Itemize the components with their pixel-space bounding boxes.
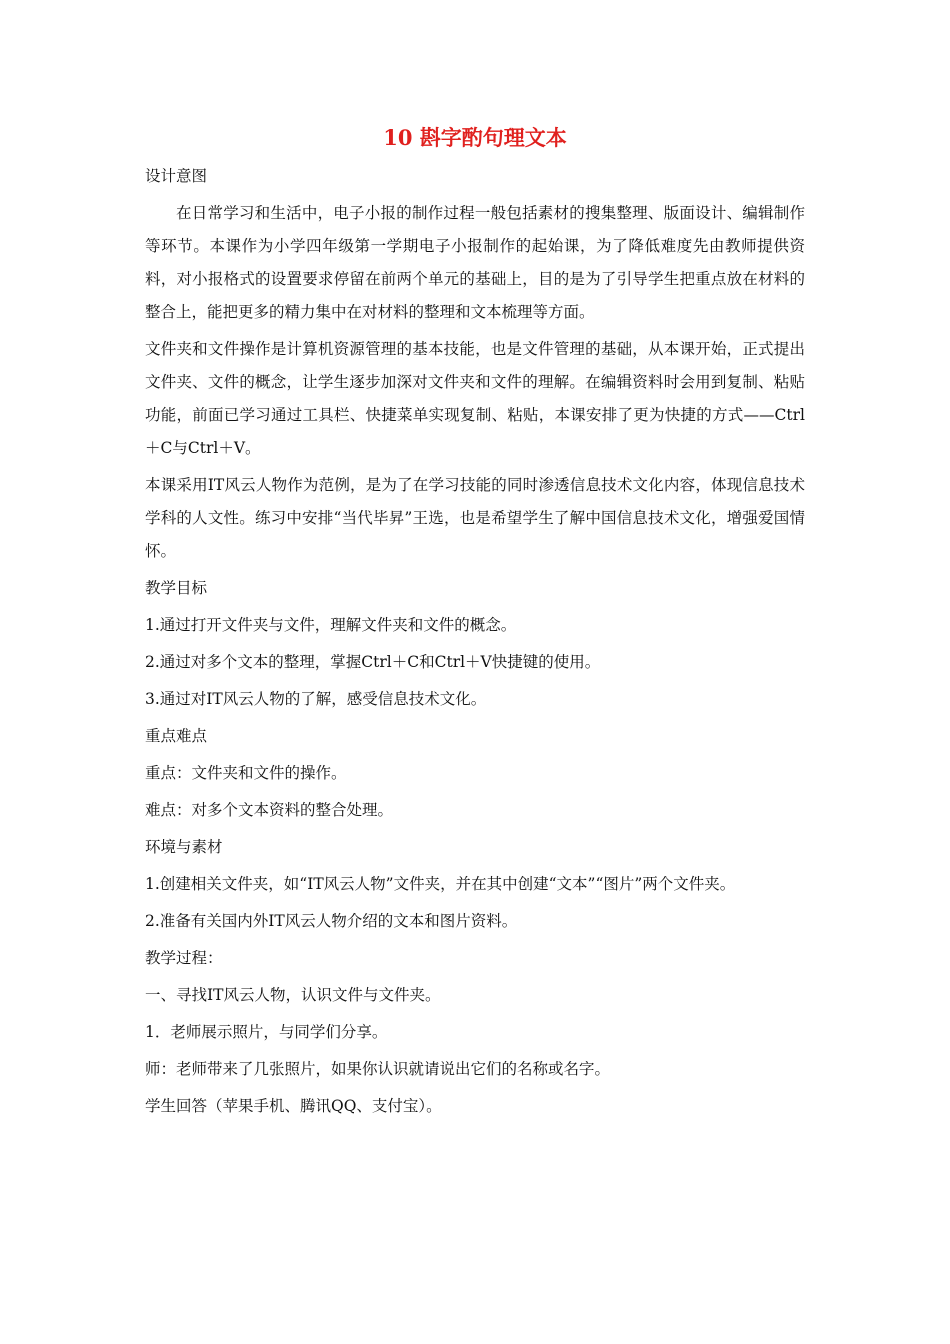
difficult-point: 难点：对多个文本资料的整合处理。 (145, 801, 394, 819)
section-heading-environment: 环境与素材 (145, 838, 223, 856)
section-heading-key: 重点难点 (145, 727, 208, 745)
document-title: 10 斟字酌句理文本 (383, 125, 567, 150)
environment-item-2: 2.准备有关国内外IT风云人物介绍的文本和图片资料。 (145, 912, 518, 930)
section-heading-goals: 教学目标 (145, 579, 208, 597)
process-step-1: 一、寻找IT风云人物，认识文件与文件夹。 (145, 986, 441, 1004)
section-heading-process: 教学过程： (145, 949, 223, 967)
teacher-line: 师：老师带来了几张照片，如果你认识就请说出它们的名称或名字。 (145, 1060, 611, 1078)
key-point: 重点：文件夹和文件的操作。 (145, 764, 347, 782)
goal-item-1: 1.通过打开文件夹与文件，理解文件夹和文件的概念。 (145, 616, 517, 634)
section-heading-design: 设计意图 (145, 167, 208, 185)
process-step-1-1: 1．老师展示照片，与同学们分享。 (145, 1023, 388, 1041)
goal-item-3: 3.通过对IT风云人物的了解，感受信息技术文化。 (145, 690, 487, 708)
environment-item-1: 1.创建相关文件夹，如“IT风云人物”文件夹，并在其中创建“文本”“图片”两个文件夹。 (145, 875, 736, 893)
document-body (145, 160, 805, 1123)
design-paragraph-2: 文件夹和文件操作是计算机资源管理的基本技能，也是文件管理的基础，从本课开始，正式提出文件夹、文件的概念，让学生逐步加深对文件夹和文件的理解。在编辑资料时会用到复制、粘贴功能，前面已学习通过工具栏、快捷菜单实现复制、粘贴，本课安排了更为快捷的方式——Ctrl＋C与Ctrl＋V。 (145, 340, 805, 457)
student-line: 学生回答（苹果手机、腾讯QQ、支付宝）。 (145, 1097, 442, 1115)
goal-item-2: 2.通过对多个文本的整理，掌握Ctrl＋C和Ctrl＋V快捷键的使用。 (145, 653, 601, 671)
design-paragraph-1: 在日常学习和生活中，电子小报的制作过程一般包括素材的搜集整理、版面设计、编辑制作等环节。本课作为小学四年级第一学期电子小报制作的起始课，为了降低难度先由教师提供资料，对小报格式的设置要求停留在前两个单元的基础上，目的是为了引导学生把重点放在材料的整合上，能把更多的精力集中在对材料的整理和文本梳理等方面。 (145, 204, 805, 321)
design-paragraph-3: 本课采用IT风云人物作为范例，是为了在学习技能的同时渗透信息技术文化内容，体现信息技术学科的人文性。练习中安排“当代毕昇”王选，也是希望学生了解中国信息技术文化，增强爱国情怀。 (145, 476, 805, 560)
